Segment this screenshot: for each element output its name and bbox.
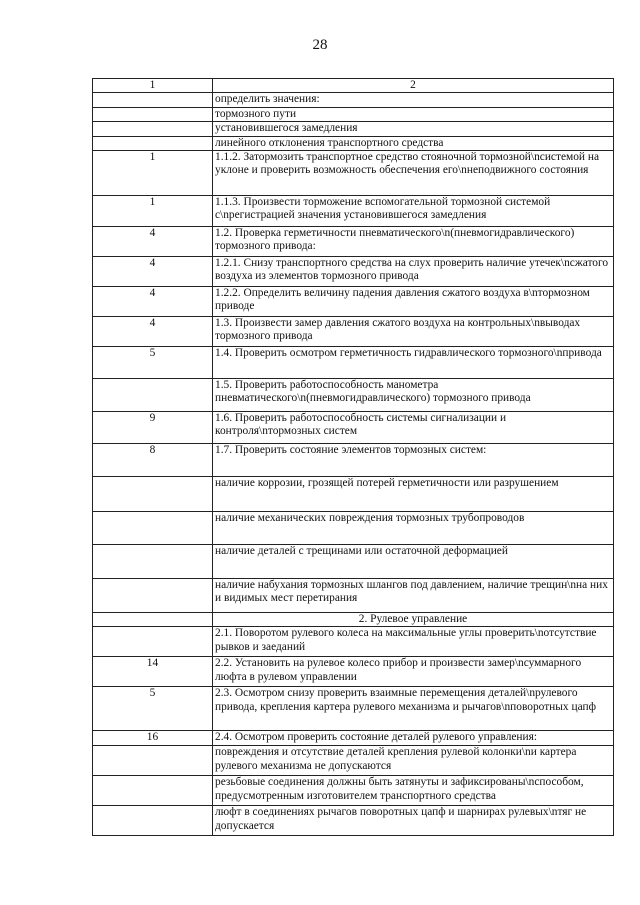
header-cell-2: 2: [213, 79, 614, 93]
table-row: [93, 317, 614, 347]
row-text-cell: наличие коррозии, грозящей потерей герметичности или разрушением: [213, 477, 614, 512]
header-cell-1: 1: [93, 79, 213, 93]
row-number-cell: [93, 477, 213, 512]
row-number-cell: [93, 122, 213, 136]
row-text-cell: 1.2.1. Снизу транспортного средства на слух проверить наличие утечек\nсжатого воздуха из элементов тормозного привода: [213, 257, 614, 287]
table-row: [93, 412, 614, 444]
row-text-cell: 1.4. Проверить осмотром герметичность гидравлического тормозного\nпривода: [213, 347, 614, 379]
row-number-cell: 1: [93, 196, 213, 227]
table-row: [93, 347, 614, 379]
table-row: [93, 806, 614, 836]
table-header-row: [93, 79, 614, 93]
row-text-cell: 1.3. Произвести замер давления сжатого воздуха на контрольных\nвыводах тормозного привода: [213, 317, 614, 347]
table-row: [93, 477, 614, 512]
row-number-cell: [93, 136, 213, 150]
row-number-cell: [93, 545, 213, 579]
table-row: [93, 579, 614, 613]
table-row: [93, 545, 614, 579]
row-text-cell: 1.7. Проверить состояние элементов тормозных систем:: [213, 444, 614, 477]
table-row: [93, 627, 614, 657]
table-row: [93, 257, 614, 287]
row-number-cell: [93, 107, 213, 121]
table-row: [93, 196, 614, 227]
row-text-cell: 1.2.2. Определить величину падения давления сжатого воздуха в\nтормозном приводе: [213, 287, 614, 317]
row-text-cell: наличие механических повреждения тормозных трубопроводов: [213, 512, 614, 545]
row-number-cell: [93, 746, 213, 776]
row-text-cell: 2.4. Осмотром проверить состояние деталей рулевого управления:: [213, 731, 614, 746]
inspection-table: [92, 78, 614, 836]
row-number-cell: [93, 806, 213, 836]
row-number-cell: 5: [93, 347, 213, 379]
row-number-cell: [93, 776, 213, 806]
table-row: [93, 122, 614, 136]
table-row: [93, 512, 614, 545]
table-row: [93, 227, 614, 257]
table-row: [93, 687, 614, 731]
row-text-cell: 2.1. Поворотом рулевого колеса на максимальные углы проверить\nотсутствие рывков и заеданий: [213, 627, 614, 657]
row-number-cell: 4: [93, 257, 213, 287]
row-number-cell: 4: [93, 227, 213, 257]
table-row: [93, 287, 614, 317]
row-text-cell: линейного отклонения транспортного средства: [213, 136, 614, 150]
row-text-cell: 2.3. Осмотром снизу проверить взаимные перемещения деталей\nрулевого привода, крепления картера рулевого механизма и рычагов\nповоротных цапф: [213, 687, 614, 731]
row-text-cell: определить значения:: [213, 93, 614, 107]
row-text-cell: тормозного пути: [213, 107, 614, 121]
row-number-cell: [93, 627, 213, 657]
section-title-cell: 2. Рулевое управление: [213, 613, 614, 627]
row-number-cell: 1: [93, 151, 213, 196]
row-text-cell: наличие набухания тормозных шлангов под давлением, наличие трещин\nна них и видимых мест перетирания: [213, 579, 614, 613]
row-text-cell: 1.5. Проверить работоспособность манометра пневматического\n(пневмогидравлического) тормозного привода: [213, 379, 614, 412]
row-text-cell: 1.2. Проверка герметичности пневматического\n(пневмогидравлического) тормозного привода:: [213, 227, 614, 257]
row-number-cell: 14: [93, 657, 213, 687]
row-number-cell: 4: [93, 287, 213, 317]
table-row: [93, 776, 614, 806]
row-text-cell: наличие деталей с трещинами или остаточной деформацией: [213, 545, 614, 579]
table-row: [93, 93, 614, 107]
table-row: [93, 151, 614, 196]
row-number-cell: 8: [93, 444, 213, 477]
row-number-cell: [93, 613, 213, 627]
row-text-cell: повреждения и отсутствие деталей крепления рулевой колонки\nи картера рулевого механизма не допускаются: [213, 746, 614, 776]
row-text-cell: 1.6. Проверить работоспособность системы сигнализации и контроля\nтормозных систем: [213, 412, 614, 444]
row-text-cell: резьбовые соединения должны быть затянуты и зафиксированы\nспособом, предусмотренным изготовителем транспортного средства: [213, 776, 614, 806]
row-number-cell: 5: [93, 687, 213, 731]
table-row: [93, 444, 614, 477]
page-number: 28: [312, 37, 328, 53]
table-row: [93, 731, 614, 746]
row-text-cell: 1.1.2. Затормозить транспортное средство стояночной тормозной\nсистемой на уклоне и проверить возможность обеспечения его\nнеподвижного состояния: [213, 151, 614, 196]
row-number-cell: [93, 93, 213, 107]
row-text-cell: 2.2. Установить на рулевое колесо прибор и произвести замер\nсуммарного люфта в рулевом управлении: [213, 657, 614, 687]
table-row: [93, 613, 614, 627]
table-row: [93, 107, 614, 121]
row-number-cell: 16: [93, 731, 213, 746]
row-number-cell: [93, 579, 213, 613]
row-number-cell: 9: [93, 412, 213, 444]
row-text-cell: люфт в соединениях рычагов поворотных цапф и шарнирах рулевых\nтяг не допускается: [213, 806, 614, 836]
row-number-cell: [93, 512, 213, 545]
row-number-cell: [93, 379, 213, 412]
row-text-cell: 1.1.3. Произвести торможение вспомогательной тормозной системой с\nрегистрацией значения установившегося замедления: [213, 196, 614, 227]
row-number-cell: 4: [93, 317, 213, 347]
table-row: [93, 746, 614, 776]
table-row: [93, 136, 614, 150]
table-row: [93, 657, 614, 687]
row-text-cell: установившегося замедления: [213, 122, 614, 136]
table-row: [93, 379, 614, 412]
